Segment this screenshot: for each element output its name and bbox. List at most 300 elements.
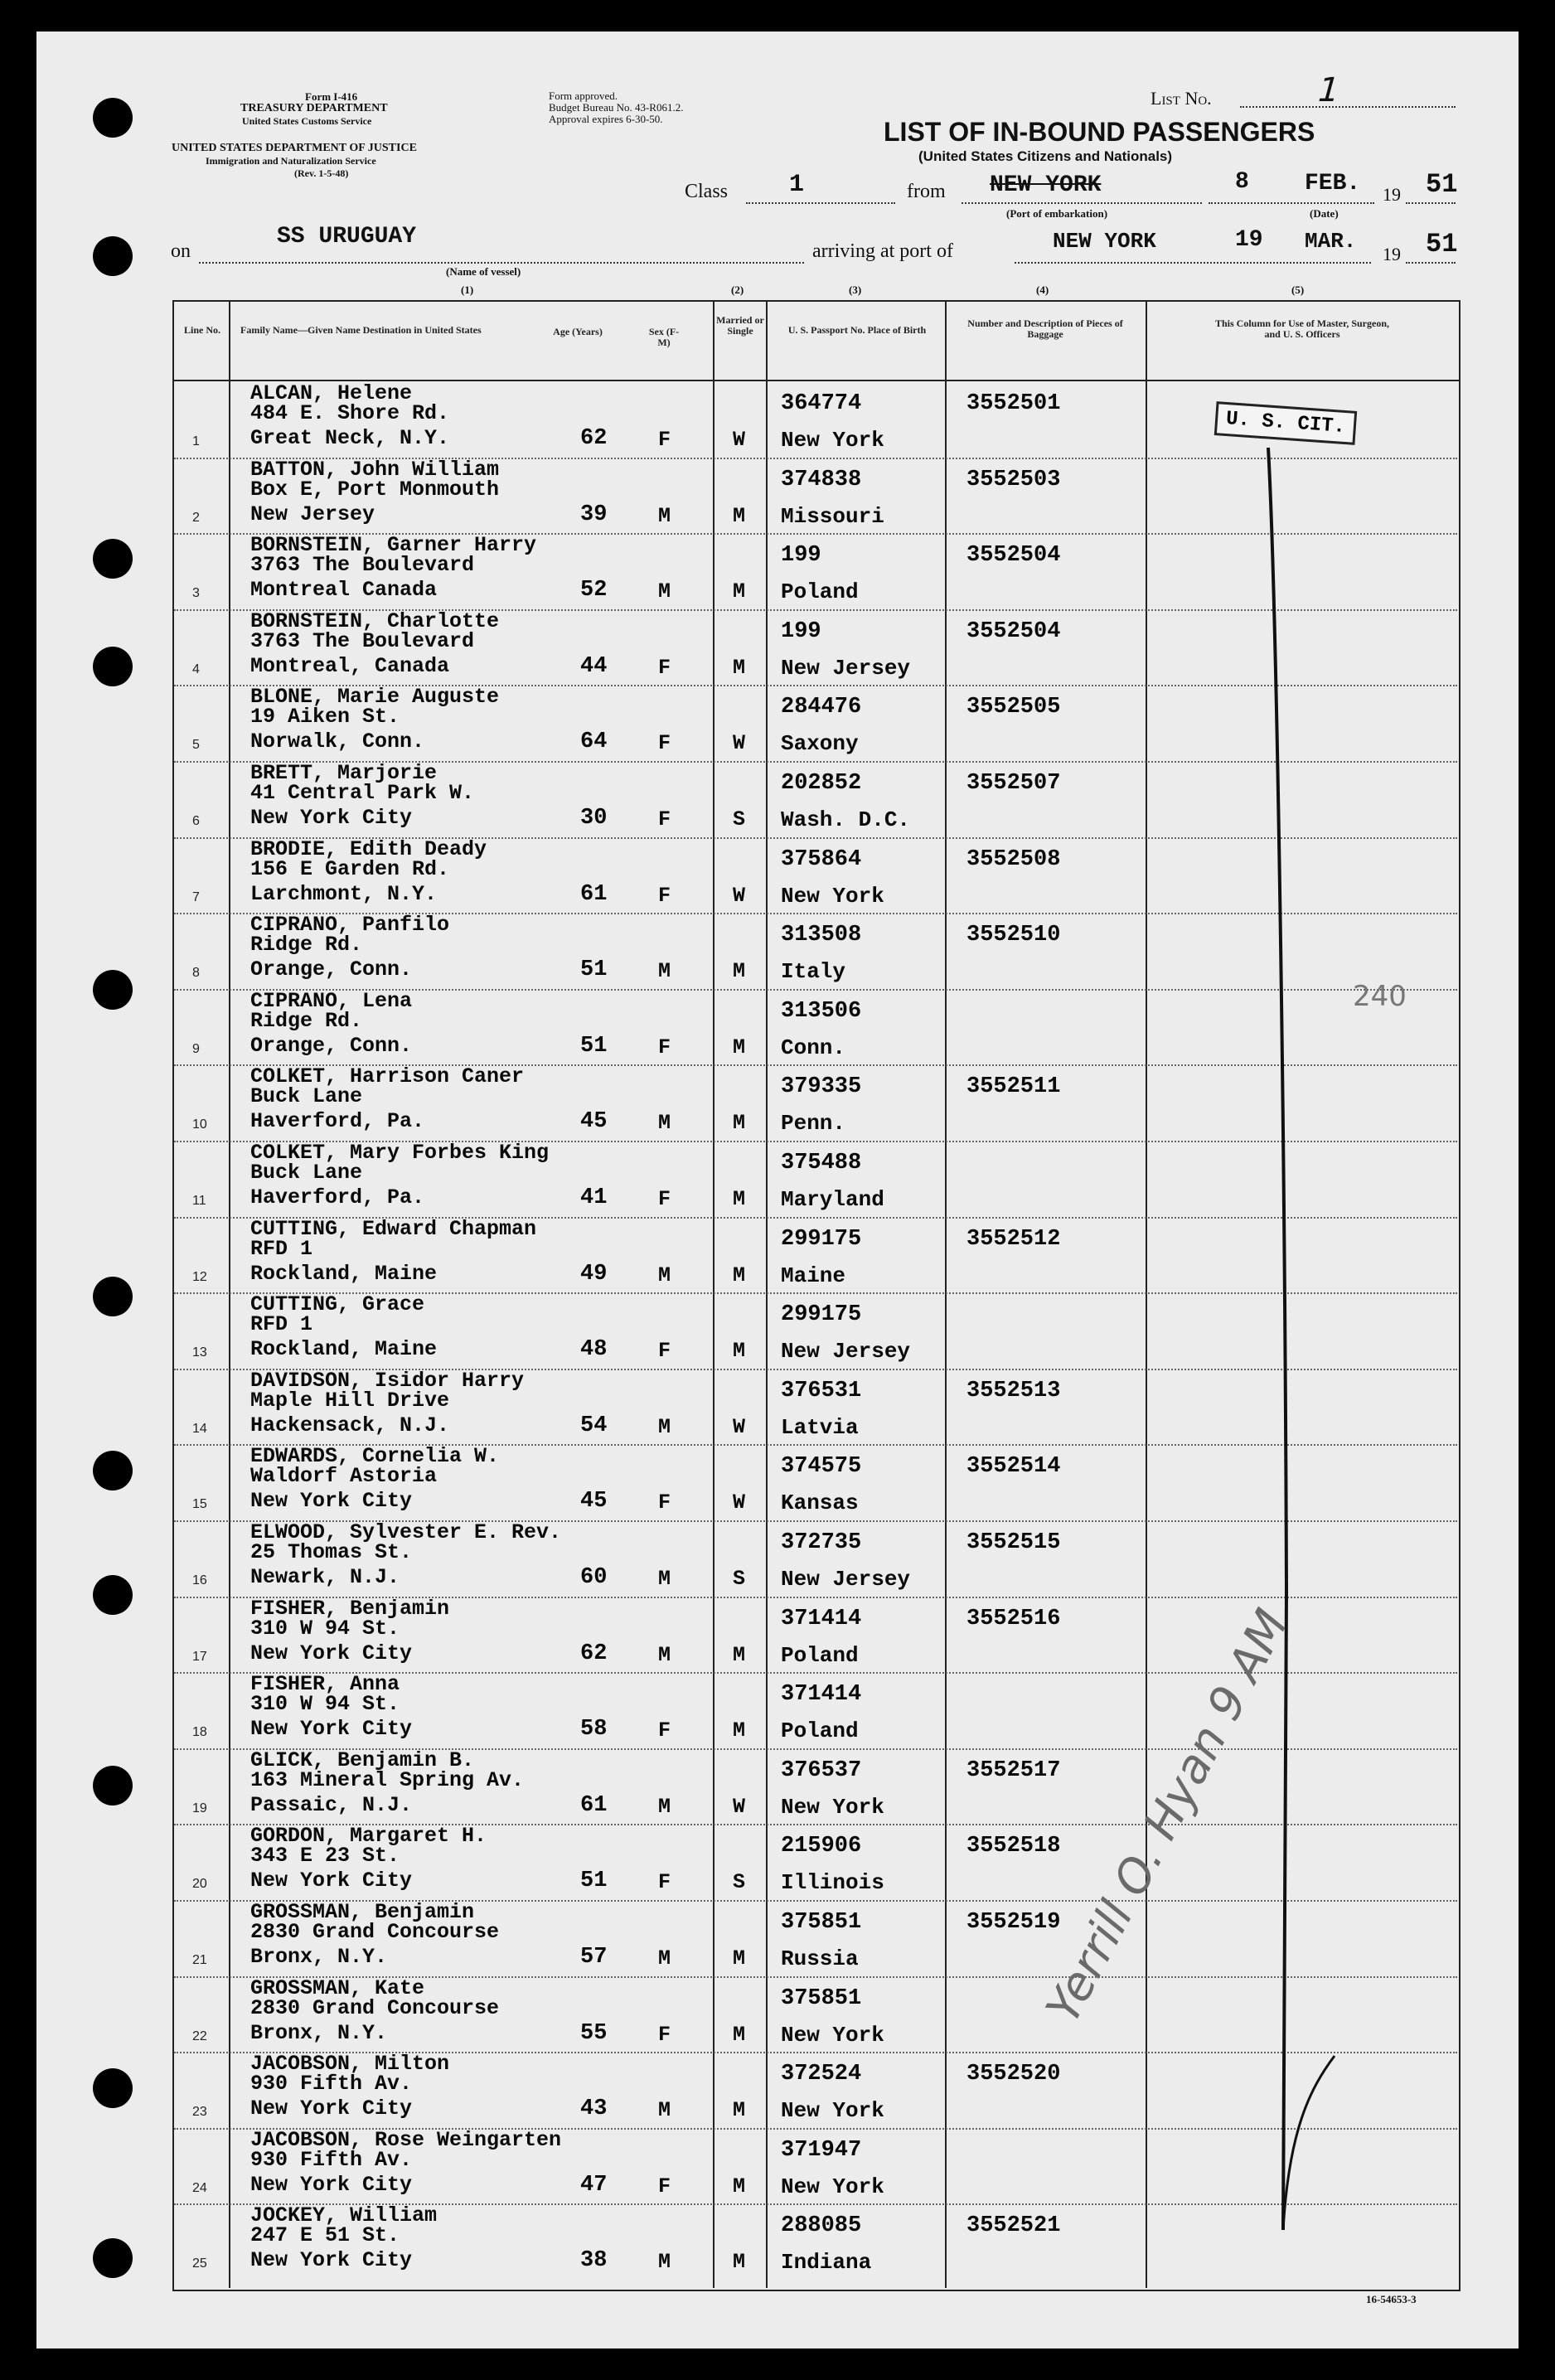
passenger-sex: F bbox=[658, 1035, 671, 1059]
passenger-sex: F bbox=[658, 1339, 671, 1364]
punch-hole bbox=[93, 970, 133, 1010]
dept-customs: United States Customs Service bbox=[242, 115, 372, 127]
passenger-name: JACOBSON, Rose Weingarten bbox=[250, 2127, 562, 2152]
passport-number: 288085 bbox=[781, 2213, 862, 2239]
line-number: 24 bbox=[192, 2180, 207, 2195]
line-number: 12 bbox=[192, 1269, 207, 1284]
passenger-sex: M bbox=[658, 579, 671, 604]
footer-code: 16-54653-3 bbox=[1366, 2293, 1417, 2305]
header-married: Married or Single bbox=[716, 314, 764, 337]
passenger-age: 43 bbox=[580, 2096, 608, 2122]
baggage-number: 3552510 bbox=[966, 923, 1061, 948]
passenger-destination: New York City bbox=[250, 1489, 413, 1514]
passenger-destination: New York City bbox=[250, 806, 413, 830]
page-subtitle: (United States Citizens and Nationals) bbox=[918, 148, 1173, 164]
baggage-number: 3552515 bbox=[966, 1530, 1061, 1555]
year-suffix: 51 bbox=[1426, 169, 1458, 200]
place-of-birth: New York bbox=[781, 428, 884, 453]
passenger-name: FISHER, Benjamin bbox=[250, 1596, 450, 1621]
passenger-destination: Montreal, Canada bbox=[250, 653, 450, 678]
class-line bbox=[746, 202, 895, 204]
passenger-address: Buck Lane bbox=[250, 1161, 363, 1185]
baggage-number: 3552507 bbox=[966, 771, 1061, 796]
line-number: 4 bbox=[192, 662, 200, 676]
passport-number: 374838 bbox=[781, 467, 862, 492]
place-of-birth: Maryland bbox=[781, 1187, 884, 1212]
marital-status: M bbox=[733, 1035, 746, 1059]
marital-status: M bbox=[733, 1339, 746, 1364]
passenger-name: GROSSMAN, Benjamin bbox=[250, 1900, 475, 1924]
passenger-age: 30 bbox=[580, 806, 608, 831]
citizen-stamp: U. S. CIT. bbox=[1214, 401, 1357, 445]
passenger-sex: F bbox=[658, 2022, 671, 2047]
passenger-sex: F bbox=[658, 883, 671, 908]
passenger-age: 47 bbox=[580, 2172, 608, 2198]
baggage-number: 3552520 bbox=[966, 2062, 1061, 2087]
passenger-address: Ridge Rd. bbox=[250, 1008, 363, 1033]
place-of-birth: New York bbox=[781, 2098, 884, 2124]
passenger-address: Buck Lane bbox=[250, 1084, 363, 1109]
marital-status: W bbox=[733, 1794, 746, 1819]
marital-status: M bbox=[733, 1187, 746, 1211]
col-number-2: (2) bbox=[731, 284, 744, 296]
punch-hole bbox=[93, 236, 133, 276]
col-number-5: (5) bbox=[1291, 284, 1305, 296]
passport-number: 371947 bbox=[781, 2137, 862, 2163]
punch-hole bbox=[93, 1277, 133, 1316]
header-name: Family Name—Given Name Destination in United States bbox=[240, 324, 482, 336]
class-label: Class bbox=[685, 181, 729, 202]
passenger-name: ALCAN, Helene bbox=[250, 381, 413, 405]
passenger-name: BORNSTEIN, Garner Harry bbox=[250, 533, 537, 558]
passenger-sex: M bbox=[658, 2250, 671, 2275]
passenger-age: 64 bbox=[580, 730, 608, 755]
marital-status: M bbox=[733, 1263, 746, 1287]
marital-status: M bbox=[733, 2098, 746, 2123]
list-no-line bbox=[1240, 106, 1456, 108]
passenger-age: 48 bbox=[580, 1337, 608, 1363]
line-number: 11 bbox=[192, 1194, 206, 1208]
passenger-address: 2830 Grand Concourse bbox=[250, 1920, 500, 1944]
officer-check-line bbox=[1144, 431, 1393, 2255]
passport-number: 215906 bbox=[781, 1834, 862, 1859]
place-of-birth: New Jersey bbox=[781, 1339, 911, 1365]
marital-status: M bbox=[733, 1111, 746, 1136]
marital-status: W bbox=[733, 1491, 746, 1515]
passenger-name: CIPRANO, Lena bbox=[250, 988, 413, 1013]
place-of-birth: Indiana bbox=[781, 2250, 872, 2276]
punch-hole bbox=[93, 1766, 133, 1806]
line-number: 15 bbox=[192, 1497, 207, 1512]
punch-hole bbox=[93, 1575, 133, 1615]
marital-status: S bbox=[733, 1567, 746, 1591]
baggage-number: 3552521 bbox=[966, 2213, 1061, 2239]
line-number: 10 bbox=[192, 1117, 207, 1132]
passenger-destination: Larchmont, N.Y. bbox=[250, 881, 438, 906]
line-number: 20 bbox=[192, 1877, 207, 1892]
place-of-birth: Missouri bbox=[781, 503, 884, 529]
from-value: NEW YORK bbox=[990, 172, 1102, 198]
passenger-name: CUTTING, Edward Chapman bbox=[250, 1216, 537, 1241]
passenger-age: 55 bbox=[580, 2020, 608, 2046]
page-title: LIST OF IN-BOUND PASSENGERS bbox=[884, 117, 1315, 147]
marital-status: M bbox=[733, 1946, 746, 1970]
passport-number: 199 bbox=[781, 543, 821, 569]
passenger-age: 52 bbox=[580, 578, 608, 603]
marital-status: M bbox=[733, 1642, 746, 1667]
passenger-age: 58 bbox=[580, 1717, 608, 1743]
place-of-birth: Saxony bbox=[781, 731, 859, 757]
passenger-sex: M bbox=[658, 503, 671, 528]
header-sex: Sex (F-M) bbox=[648, 326, 680, 348]
vessel-name: SS URUGUAY bbox=[277, 224, 417, 250]
passenger-address: 41 Central Park W. bbox=[250, 781, 475, 805]
marital-status: S bbox=[733, 807, 746, 831]
marital-status: W bbox=[733, 731, 746, 756]
header-baggage: Number and Description of Pieces of Baggage bbox=[967, 317, 1123, 340]
passenger-sex: M bbox=[658, 959, 671, 984]
passenger-name: BRODIE, Edith Deady bbox=[250, 836, 487, 861]
line-number: 3 bbox=[192, 586, 200, 601]
passenger-destination: Newark, N.J. bbox=[250, 1565, 400, 1589]
passenger-name: EDWARDS, Cornelia W. bbox=[250, 1444, 500, 1469]
passenger-address: RFD 1 bbox=[250, 1236, 313, 1261]
passenger-name: BATTON, John William bbox=[250, 457, 500, 482]
margin-note: 240 bbox=[1353, 980, 1407, 1013]
punch-hole bbox=[93, 647, 133, 686]
place-of-birth: Italy bbox=[781, 959, 846, 985]
year-line bbox=[1406, 202, 1456, 204]
passenger-destination: New York City bbox=[250, 1641, 413, 1665]
passenger-destination: Orange, Conn. bbox=[250, 957, 413, 982]
passenger-sex: M bbox=[658, 1263, 671, 1287]
line-number: 23 bbox=[192, 2105, 207, 2120]
place-of-birth: Penn. bbox=[781, 1111, 846, 1137]
baggage-number: 3552501 bbox=[966, 391, 1061, 416]
port-embark-label: (Port of embarkation) bbox=[1006, 207, 1108, 220]
marital-status: M bbox=[733, 503, 746, 528]
punch-hole bbox=[93, 98, 133, 138]
col-number-3: (3) bbox=[849, 284, 862, 296]
passport-number: 372524 bbox=[781, 2062, 862, 2087]
passenger-age: 60 bbox=[580, 1565, 608, 1590]
date-day: 8 bbox=[1235, 169, 1249, 195]
baggage-number: 3552516 bbox=[966, 1606, 1061, 1631]
passenger-destination: Rockland, Maine bbox=[250, 1337, 438, 1362]
passenger-sex: M bbox=[658, 2098, 671, 2123]
passport-number: 379335 bbox=[781, 1074, 862, 1100]
passenger-age: 41 bbox=[580, 1185, 608, 1210]
passenger-age: 44 bbox=[580, 653, 608, 679]
passport-number: 364774 bbox=[781, 391, 862, 416]
passenger-address: 310 W 94 St. bbox=[250, 1692, 400, 1717]
place-of-birth: Latvia bbox=[781, 1414, 859, 1440]
passport-number: 199 bbox=[781, 618, 821, 644]
passport-number: 376531 bbox=[781, 1378, 862, 1403]
line-number: 14 bbox=[192, 1421, 207, 1436]
passport-number: 375851 bbox=[781, 1985, 862, 2011]
passenger-sex: M bbox=[658, 1642, 671, 1667]
passenger-destination: New Jersey bbox=[250, 502, 375, 526]
baggage-number: 3552511 bbox=[966, 1074, 1061, 1100]
marital-status: M bbox=[733, 2022, 746, 2047]
passenger-destination: Haverford, Pa. bbox=[250, 1185, 425, 1209]
passport-number: 372735 bbox=[781, 1530, 862, 1555]
passenger-address: Ridge Rd. bbox=[250, 933, 363, 957]
passenger-destination: New York City bbox=[250, 2172, 413, 2197]
marital-status: M bbox=[733, 2250, 746, 2275]
passenger-age: 38 bbox=[580, 2248, 608, 2274]
budget-bureau: Budget Bureau No. 43-R061.2. bbox=[549, 101, 684, 114]
dept-justice: UNITED STATES DEPARTMENT OF JUSTICE bbox=[172, 142, 417, 154]
dept-immigration: Immigration and Naturalization Service bbox=[206, 155, 376, 167]
passenger-address: 484 E. Shore Rd. bbox=[250, 401, 450, 425]
passenger-destination: Haverford, Pa. bbox=[250, 1109, 425, 1134]
place-of-birth: Illinois bbox=[781, 1870, 884, 1896]
marital-status: M bbox=[733, 2174, 746, 2198]
passenger-sex: M bbox=[658, 1567, 671, 1591]
passenger-name: CIPRANO, Panfilo bbox=[250, 913, 450, 938]
punch-hole bbox=[93, 1451, 133, 1491]
passenger-destination: Bronx, N.Y. bbox=[250, 1945, 388, 1969]
passenger-sex: F bbox=[658, 1870, 671, 1895]
passenger-name: CUTTING, Grace bbox=[250, 1292, 425, 1317]
date-line bbox=[1209, 202, 1374, 204]
list-no-label: List No. bbox=[1151, 88, 1212, 109]
marital-status: M bbox=[733, 1718, 746, 1743]
passenger-age: 45 bbox=[580, 1489, 608, 1515]
passport-number: 313506 bbox=[781, 998, 862, 1024]
marital-status: W bbox=[733, 883, 746, 908]
passenger-age: 49 bbox=[580, 1261, 608, 1287]
passenger-name: GLICK, Benjamin B. bbox=[250, 1747, 475, 1772]
baggage-number: 3552504 bbox=[966, 618, 1061, 644]
arrival-year-suffix: 51 bbox=[1426, 229, 1458, 259]
dept-treasury: TREASURY DEPARTMENT bbox=[240, 102, 388, 114]
passport-number: 299175 bbox=[781, 1226, 862, 1252]
form-number: Form I-416 bbox=[305, 90, 358, 103]
place-of-birth: Poland bbox=[781, 1718, 859, 1744]
passenger-name: GORDON, Margaret H. bbox=[250, 1824, 487, 1849]
place-of-birth: New Jersey bbox=[781, 655, 911, 681]
header-officers: This Column for Use of Master, Surgeon, and U. S. Officers bbox=[1214, 317, 1389, 340]
passenger-address: Box E, Port Monmouth bbox=[250, 477, 500, 502]
line-number: 13 bbox=[192, 1345, 207, 1360]
passenger-address: 930 Fifth Av. bbox=[250, 2147, 413, 2172]
officer-signature: Yerrill O. Hyan 9 AM bbox=[1036, 1601, 1300, 2032]
passenger-destination: New York City bbox=[250, 2248, 413, 2273]
punch-hole bbox=[93, 2068, 133, 2108]
passenger-name: BLONE, Marie Auguste bbox=[250, 685, 500, 710]
baggage-number: 3552518 bbox=[966, 1834, 1061, 1859]
passenger-age: 62 bbox=[580, 1641, 608, 1666]
passenger-destination: Passaic, N.J. bbox=[250, 1792, 413, 1817]
line-number: 25 bbox=[192, 2256, 207, 2271]
passenger-address: 930 Fifth Av. bbox=[250, 2072, 413, 2096]
passenger-name: FISHER, Anna bbox=[250, 1672, 400, 1697]
passenger-name: COLKET, Harrison Caner bbox=[250, 1064, 525, 1089]
line-number: 6 bbox=[192, 814, 200, 828]
passenger-name: BORNSTEIN, Charlotte bbox=[250, 608, 500, 633]
baggage-number: 3552504 bbox=[966, 543, 1061, 569]
passenger-sex: F bbox=[658, 1718, 671, 1743]
marital-status: M bbox=[733, 655, 746, 680]
year-prefix: 19 bbox=[1383, 184, 1401, 205]
arriving-label: arriving at port of bbox=[812, 240, 953, 262]
passport-number: 284476 bbox=[781, 695, 862, 720]
arrival-year-line bbox=[1406, 262, 1456, 264]
marital-status: W bbox=[733, 428, 746, 452]
line-number: 7 bbox=[192, 889, 200, 904]
date-month: FEB. bbox=[1305, 171, 1361, 196]
revision: (Rev. 1-5-48) bbox=[294, 167, 349, 179]
place-of-birth: New York bbox=[781, 2022, 884, 2048]
passport-number: 375851 bbox=[781, 1910, 862, 1935]
line-number: 19 bbox=[192, 1801, 207, 1815]
col-number-1: (1) bbox=[461, 284, 474, 296]
place-of-birth: Poland bbox=[781, 579, 859, 605]
place-of-birth: Poland bbox=[781, 1642, 859, 1668]
passenger-destination: New York City bbox=[250, 1869, 413, 1893]
vessel-line bbox=[199, 262, 804, 264]
line-number: 22 bbox=[192, 2029, 207, 2043]
passenger-destination: New York City bbox=[250, 2096, 413, 2121]
passenger-age: 62 bbox=[580, 426, 608, 451]
baggage-number: 3552508 bbox=[966, 846, 1061, 872]
passport-number: 371414 bbox=[781, 1606, 862, 1631]
passenger-destination: Great Neck, N.Y. bbox=[250, 426, 450, 450]
passenger-name: BRETT, Marjorie bbox=[250, 761, 438, 785]
line-number: 1 bbox=[192, 434, 200, 448]
baggage-number: 3552513 bbox=[966, 1378, 1061, 1403]
passenger-destination: Norwalk, Conn. bbox=[250, 730, 425, 754]
place-of-birth: Maine bbox=[781, 1263, 846, 1288]
passenger-destination: Montreal Canada bbox=[250, 578, 438, 603]
place-of-birth: New Jersey bbox=[781, 1567, 911, 1592]
passenger-name: JOCKEY, William bbox=[250, 2203, 438, 2228]
place-of-birth: Conn. bbox=[781, 1035, 846, 1060]
passenger-destination: Rockland, Maine bbox=[250, 1261, 438, 1286]
passenger-age: 57 bbox=[580, 1945, 608, 1970]
passport-number: 202852 bbox=[781, 771, 862, 796]
place-of-birth: Wash. D.C. bbox=[781, 807, 911, 832]
passenger-destination: Orange, Conn. bbox=[250, 1033, 413, 1058]
passenger-age: 61 bbox=[580, 881, 608, 907]
arrival-line bbox=[1015, 262, 1371, 264]
passenger-age: 61 bbox=[580, 1792, 608, 1818]
passenger-sex: M bbox=[658, 1414, 671, 1439]
date-label: (Date) bbox=[1310, 207, 1339, 220]
place-of-birth: New York bbox=[781, 883, 884, 909]
passenger-sex: F bbox=[658, 807, 671, 831]
header-passport: U. S. Passport No. Place of Birth bbox=[787, 324, 927, 336]
passenger-sex: F bbox=[658, 731, 671, 756]
passenger-destination: New York City bbox=[250, 1717, 413, 1742]
passenger-age: 51 bbox=[580, 1033, 608, 1059]
passenger-address: 3763 The Boulevard bbox=[250, 628, 475, 653]
list-no-value: 1 bbox=[1312, 71, 1344, 109]
arrival-day: 19 bbox=[1235, 227, 1263, 253]
header-line-no: Line No. bbox=[183, 324, 220, 336]
passenger-address: 310 W 94 St. bbox=[250, 1616, 400, 1641]
passenger-name: GROSSMAN, Kate bbox=[250, 1975, 425, 2000]
passenger-age: 54 bbox=[580, 1413, 608, 1438]
passenger-sex: M bbox=[658, 1946, 671, 1970]
passenger-sex: F bbox=[658, 2174, 671, 2198]
line-number: 16 bbox=[192, 1573, 207, 1587]
passenger-address: 2830 Grand Concourse bbox=[250, 1995, 500, 2020]
passport-number: 299175 bbox=[781, 1302, 862, 1328]
passport-number: 374575 bbox=[781, 1454, 862, 1480]
place-of-birth: New York bbox=[781, 2174, 884, 2199]
approval-expires: Approval expires 6-30-50. bbox=[549, 113, 663, 125]
arrival-month: MAR. bbox=[1305, 229, 1357, 254]
baggage-number: 3552512 bbox=[966, 1226, 1061, 1252]
passenger-address: 156 E Garden Rd. bbox=[250, 856, 450, 881]
baggage-number: 3552503 bbox=[966, 467, 1061, 492]
passenger-sex: F bbox=[658, 655, 671, 680]
baggage-number: 3552517 bbox=[966, 1757, 1061, 1783]
passenger-name: DAVIDSON, Isidor Harry bbox=[250, 1368, 525, 1393]
passenger-address: Waldorf Astoria bbox=[250, 1464, 438, 1489]
passenger-destination: Hackensack, N.J. bbox=[250, 1413, 450, 1437]
passenger-address: RFD 1 bbox=[250, 1312, 313, 1337]
passenger-address: 163 Mineral Spring Av. bbox=[250, 1767, 525, 1792]
baggage-number: 3552505 bbox=[966, 695, 1061, 720]
line-number: 2 bbox=[192, 510, 200, 525]
vessel-label: (Name of vessel) bbox=[446, 265, 521, 278]
passenger-age: 51 bbox=[580, 957, 608, 983]
from-label: from bbox=[907, 181, 946, 202]
passenger-address: 3763 The Boulevard bbox=[250, 553, 475, 578]
baggage-number: 3552514 bbox=[966, 1454, 1061, 1480]
line-number: 5 bbox=[192, 738, 200, 753]
passenger-destination: Bronx, N.Y. bbox=[250, 2020, 388, 2045]
passenger-address: 19 Aiken St. bbox=[250, 705, 400, 730]
marital-status: M bbox=[733, 579, 746, 604]
passenger-age: 45 bbox=[580, 1109, 608, 1135]
arrival-year-prefix: 19 bbox=[1383, 244, 1401, 264]
punch-hole bbox=[93, 539, 133, 579]
passenger-age: 51 bbox=[580, 1869, 608, 1894]
place-of-birth: New York bbox=[781, 1794, 884, 1820]
passenger-sex: M bbox=[658, 1794, 671, 1819]
passenger-sex: F bbox=[658, 1491, 671, 1515]
marital-status: M bbox=[733, 959, 746, 984]
punch-hole bbox=[93, 2238, 133, 2278]
passenger-address: Maple Hill Drive bbox=[250, 1388, 450, 1413]
passport-number: 376537 bbox=[781, 1757, 862, 1783]
line-number: 8 bbox=[192, 966, 200, 981]
passenger-address: 343 E 23 St. bbox=[250, 1844, 400, 1869]
line-number: 18 bbox=[192, 1725, 207, 1740]
on-label: on bbox=[171, 240, 191, 262]
col-number-4: (4) bbox=[1036, 284, 1049, 296]
passport-number: 375488 bbox=[781, 1151, 862, 1175]
passport-number: 371414 bbox=[781, 1682, 862, 1708]
arrival-port: NEW YORK bbox=[1053, 229, 1156, 254]
place-of-birth: Kansas bbox=[781, 1491, 859, 1516]
form-approved: Form approved. bbox=[549, 90, 618, 102]
header-age: Age (Years) bbox=[553, 326, 603, 337]
class-value: 1 bbox=[789, 171, 805, 199]
passenger-name: COLKET, Mary Forbes King bbox=[250, 1141, 550, 1165]
passenger-sex: M bbox=[658, 1111, 671, 1136]
line-number: 21 bbox=[192, 1953, 207, 1967]
place-of-birth: Russia bbox=[781, 1946, 859, 1971]
line-number: 9 bbox=[192, 1041, 200, 1056]
marital-status: W bbox=[733, 1414, 746, 1439]
